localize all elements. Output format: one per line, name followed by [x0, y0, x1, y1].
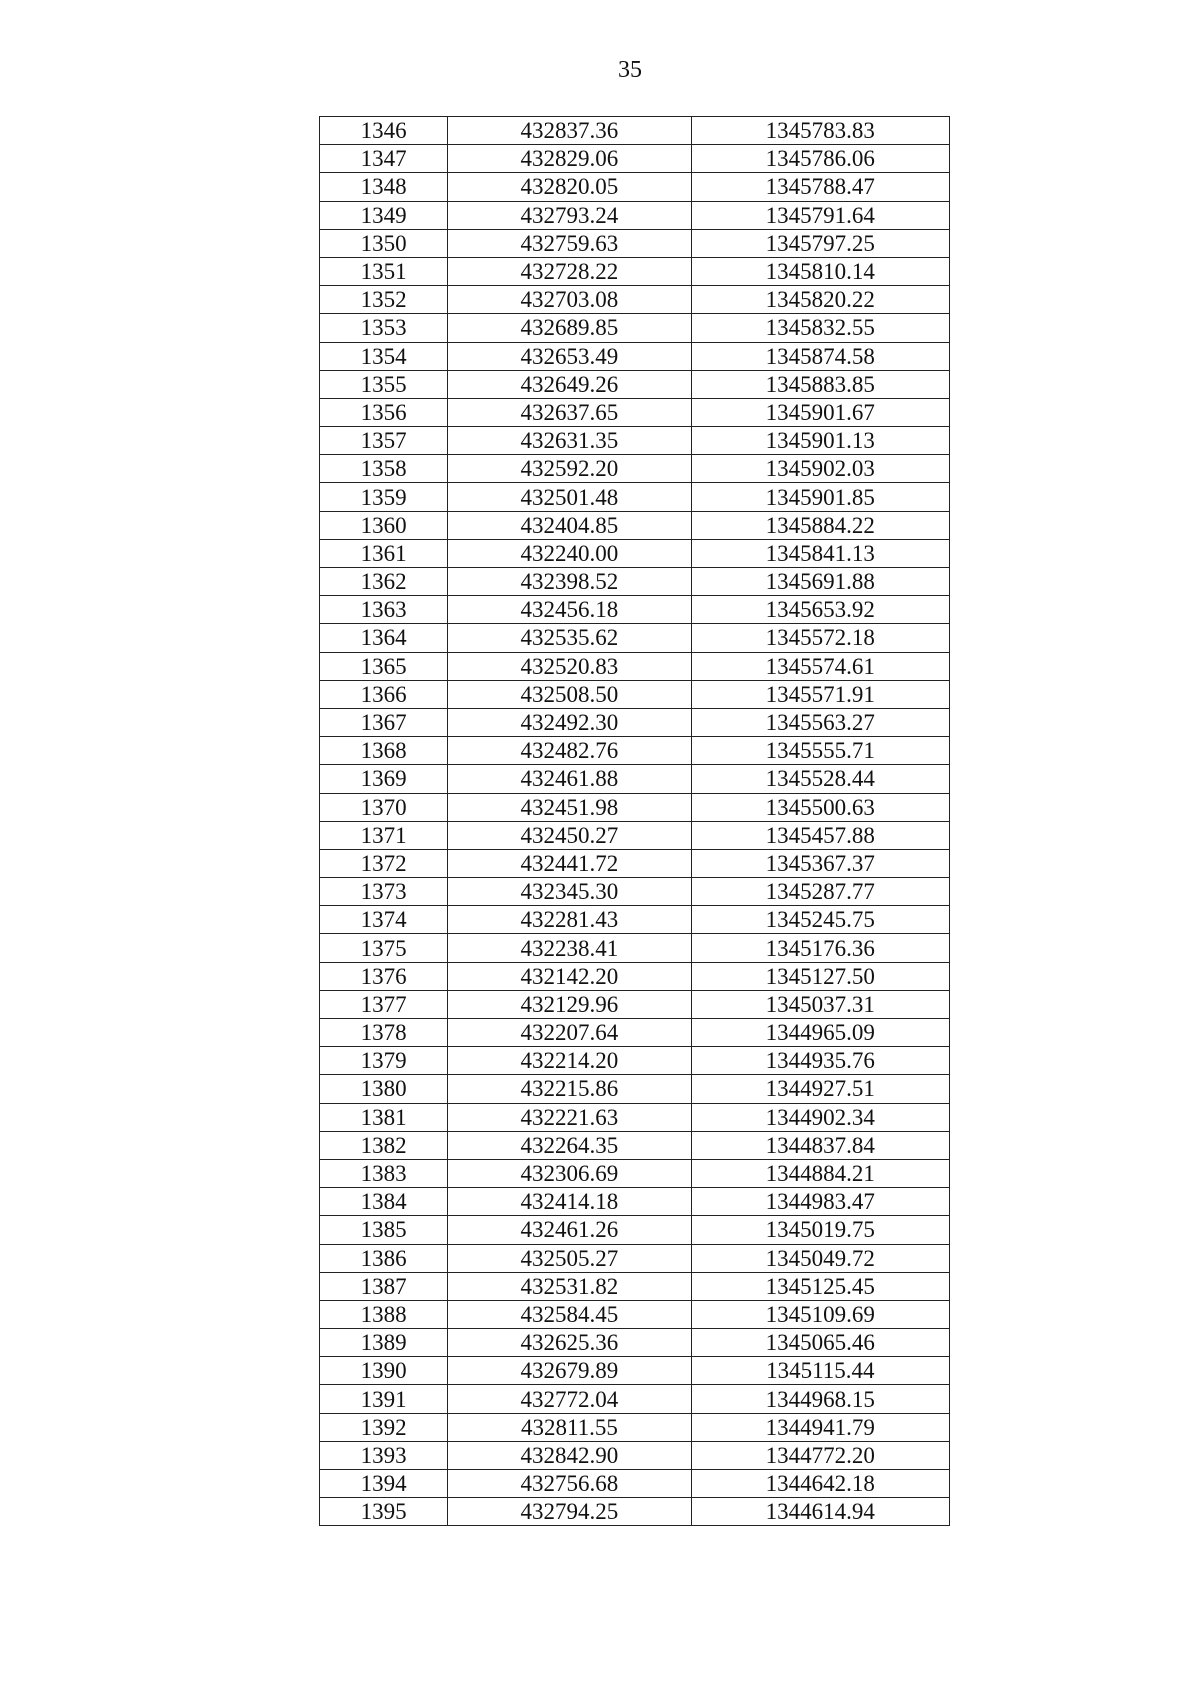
y-coordinate-cell: 1345115.44: [691, 1357, 949, 1385]
x-coordinate-cell: 432679.89: [448, 1357, 691, 1385]
point-number-cell: 1382: [320, 1131, 448, 1159]
y-coordinate-cell: 1345902.03: [691, 455, 949, 483]
point-number-cell: 1371: [320, 821, 448, 849]
point-number-cell: 1346: [320, 117, 448, 145]
point-number-cell: 1364: [320, 624, 448, 652]
x-coordinate-cell: 432794.25: [448, 1498, 691, 1526]
table-row: [320, 1131, 950, 1159]
point-number-cell: 1359: [320, 483, 448, 511]
y-coordinate-cell: 1345874.58: [691, 342, 949, 370]
y-coordinate-cell: 1345457.88: [691, 821, 949, 849]
table-row: [320, 229, 950, 257]
x-coordinate-cell: 432306.69: [448, 1159, 691, 1187]
y-coordinate-cell: 1344983.47: [691, 1188, 949, 1216]
y-coordinate-cell: 1345901.13: [691, 427, 949, 455]
point-number-cell: 1349: [320, 201, 448, 229]
y-coordinate-cell: 1345884.22: [691, 511, 949, 539]
table-row: [320, 1075, 950, 1103]
point-number-cell: 1368: [320, 737, 448, 765]
table-row: [320, 849, 950, 877]
x-coordinate-cell: 432756.68: [448, 1470, 691, 1498]
point-number-cell: 1370: [320, 793, 448, 821]
y-coordinate-cell: 1345049.72: [691, 1244, 949, 1272]
point-number-cell: 1395: [320, 1498, 448, 1526]
x-coordinate-cell: 432142.20: [448, 962, 691, 990]
x-coordinate-cell: 432207.64: [448, 1019, 691, 1047]
coordinates-table-body: [320, 117, 950, 1526]
table-row: [320, 427, 950, 455]
x-coordinate-cell: 432520.83: [448, 652, 691, 680]
y-coordinate-cell: 1345245.75: [691, 906, 949, 934]
y-coordinate-cell: 1344927.51: [691, 1075, 949, 1103]
y-coordinate-cell: 1345797.25: [691, 229, 949, 257]
point-number-cell: 1356: [320, 398, 448, 426]
table-row: [320, 1047, 950, 1075]
x-coordinate-cell: 432240.00: [448, 539, 691, 567]
table-row: [320, 1329, 950, 1357]
x-coordinate-cell: 432631.35: [448, 427, 691, 455]
y-coordinate-cell: 1345109.69: [691, 1300, 949, 1328]
y-coordinate-cell: 1345783.83: [691, 117, 949, 145]
x-coordinate-cell: 432653.49: [448, 342, 691, 370]
y-coordinate-cell: 1345037.31: [691, 990, 949, 1018]
x-coordinate-cell: 432398.52: [448, 568, 691, 596]
x-coordinate-cell: 432592.20: [448, 455, 691, 483]
table-row: [320, 511, 950, 539]
table-row: [320, 1159, 950, 1187]
point-number-cell: 1374: [320, 906, 448, 934]
table-row: [320, 257, 950, 285]
y-coordinate-cell: 1345791.64: [691, 201, 949, 229]
x-coordinate-cell: 432535.62: [448, 624, 691, 652]
point-number-cell: 1389: [320, 1329, 448, 1357]
table-row: [320, 117, 950, 145]
x-coordinate-cell: 432531.82: [448, 1272, 691, 1300]
table-row: [320, 765, 950, 793]
point-number-cell: 1353: [320, 314, 448, 342]
x-coordinate-cell: 432214.20: [448, 1047, 691, 1075]
y-coordinate-cell: 1345563.27: [691, 708, 949, 736]
table-row: [320, 1441, 950, 1469]
y-coordinate-cell: 1345883.85: [691, 370, 949, 398]
point-number-cell: 1348: [320, 173, 448, 201]
table-row: [320, 455, 950, 483]
table-row: [320, 539, 950, 567]
table-row: [320, 1470, 950, 1498]
table-row: [320, 342, 950, 370]
x-coordinate-cell: 432811.55: [448, 1413, 691, 1441]
point-number-cell: 1375: [320, 934, 448, 962]
y-coordinate-cell: 1345901.85: [691, 483, 949, 511]
point-number-cell: 1390: [320, 1357, 448, 1385]
x-coordinate-cell: 432461.88: [448, 765, 691, 793]
point-number-cell: 1377: [320, 990, 448, 1018]
y-coordinate-cell: 1344614.94: [691, 1498, 949, 1526]
table-row: [320, 821, 950, 849]
point-number-cell: 1352: [320, 286, 448, 314]
table-row: [320, 1216, 950, 1244]
x-coordinate-cell: 432451.98: [448, 793, 691, 821]
table-row: [320, 990, 950, 1018]
point-number-cell: 1366: [320, 680, 448, 708]
point-number-cell: 1384: [320, 1188, 448, 1216]
x-coordinate-cell: 432649.26: [448, 370, 691, 398]
point-number-cell: 1379: [320, 1047, 448, 1075]
table-row: [320, 1188, 950, 1216]
table-row: [320, 680, 950, 708]
x-coordinate-cell: 432772.04: [448, 1385, 691, 1413]
x-coordinate-cell: 432703.08: [448, 286, 691, 314]
y-coordinate-cell: 1345367.37: [691, 849, 949, 877]
x-coordinate-cell: 432492.30: [448, 708, 691, 736]
table-row: [320, 398, 950, 426]
table-row: [320, 652, 950, 680]
y-coordinate-cell: 1345841.13: [691, 539, 949, 567]
table-row: [320, 1498, 950, 1526]
point-number-cell: 1354: [320, 342, 448, 370]
y-coordinate-cell: 1345572.18: [691, 624, 949, 652]
y-coordinate-cell: 1344902.34: [691, 1103, 949, 1131]
y-coordinate-cell: 1345019.75: [691, 1216, 949, 1244]
x-coordinate-cell: 432728.22: [448, 257, 691, 285]
x-coordinate-cell: 432637.65: [448, 398, 691, 426]
point-number-cell: 1392: [320, 1413, 448, 1441]
y-coordinate-cell: 1344772.20: [691, 1441, 949, 1469]
y-coordinate-cell: 1344968.15: [691, 1385, 949, 1413]
table-row: [320, 1385, 950, 1413]
y-coordinate-cell: 1345786.06: [691, 145, 949, 173]
point-number-cell: 1347: [320, 145, 448, 173]
x-coordinate-cell: 432793.24: [448, 201, 691, 229]
table-row: [320, 1413, 950, 1441]
point-number-cell: 1358: [320, 455, 448, 483]
y-coordinate-cell: 1345901.67: [691, 398, 949, 426]
x-coordinate-cell: 432461.26: [448, 1216, 691, 1244]
coordinates-table: [319, 116, 950, 1526]
y-coordinate-cell: 1345571.91: [691, 680, 949, 708]
point-number-cell: 1383: [320, 1159, 448, 1187]
point-number-cell: 1380: [320, 1075, 448, 1103]
y-coordinate-cell: 1345810.14: [691, 257, 949, 285]
y-coordinate-cell: 1345832.55: [691, 314, 949, 342]
table-row: [320, 1300, 950, 1328]
x-coordinate-cell: 432281.43: [448, 906, 691, 934]
y-coordinate-cell: 1345555.71: [691, 737, 949, 765]
point-number-cell: 1394: [320, 1470, 448, 1498]
point-number-cell: 1373: [320, 878, 448, 906]
table-row: [320, 878, 950, 906]
x-coordinate-cell: 432414.18: [448, 1188, 691, 1216]
x-coordinate-cell: 432129.96: [448, 990, 691, 1018]
table-row: [320, 286, 950, 314]
y-coordinate-cell: 1345528.44: [691, 765, 949, 793]
point-number-cell: 1378: [320, 1019, 448, 1047]
x-coordinate-cell: 432404.85: [448, 511, 691, 539]
y-coordinate-cell: 1345691.88: [691, 568, 949, 596]
table-row: [320, 708, 950, 736]
x-coordinate-cell: 432842.90: [448, 1441, 691, 1469]
page-number: 35: [618, 57, 642, 83]
table-row: [320, 906, 950, 934]
x-coordinate-cell: 432441.72: [448, 849, 691, 877]
table-row: [320, 934, 950, 962]
point-number-cell: 1367: [320, 708, 448, 736]
point-number-cell: 1351: [320, 257, 448, 285]
x-coordinate-cell: 432456.18: [448, 596, 691, 624]
point-number-cell: 1361: [320, 539, 448, 567]
table-row: [320, 624, 950, 652]
point-number-cell: 1387: [320, 1272, 448, 1300]
y-coordinate-cell: 1345574.61: [691, 652, 949, 680]
point-number-cell: 1393: [320, 1441, 448, 1469]
point-number-cell: 1350: [320, 229, 448, 257]
y-coordinate-cell: 1345125.45: [691, 1272, 949, 1300]
point-number-cell: 1360: [320, 511, 448, 539]
y-coordinate-cell: 1344837.84: [691, 1131, 949, 1159]
x-coordinate-cell: 432505.27: [448, 1244, 691, 1272]
table-row: [320, 737, 950, 765]
x-coordinate-cell: 432345.30: [448, 878, 691, 906]
table-row: [320, 1103, 950, 1131]
y-coordinate-cell: 1344935.76: [691, 1047, 949, 1075]
y-coordinate-cell: 1344965.09: [691, 1019, 949, 1047]
x-coordinate-cell: 432837.36: [448, 117, 691, 145]
point-number-cell: 1369: [320, 765, 448, 793]
x-coordinate-cell: 432450.27: [448, 821, 691, 849]
point-number-cell: 1391: [320, 1385, 448, 1413]
y-coordinate-cell: 1345287.77: [691, 878, 949, 906]
point-number-cell: 1376: [320, 962, 448, 990]
y-coordinate-cell: 1345127.50: [691, 962, 949, 990]
table-row: [320, 370, 950, 398]
y-coordinate-cell: 1345065.46: [691, 1329, 949, 1357]
x-coordinate-cell: 432759.63: [448, 229, 691, 257]
x-coordinate-cell: 432689.85: [448, 314, 691, 342]
y-coordinate-cell: 1345176.36: [691, 934, 949, 962]
y-coordinate-cell: 1344941.79: [691, 1413, 949, 1441]
point-number-cell: 1388: [320, 1300, 448, 1328]
x-coordinate-cell: 432501.48: [448, 483, 691, 511]
table-row: [320, 1244, 950, 1272]
table-row: [320, 1272, 950, 1300]
table-row: [320, 596, 950, 624]
point-number-cell: 1385: [320, 1216, 448, 1244]
table-row: [320, 173, 950, 201]
y-coordinate-cell: 1345653.92: [691, 596, 949, 624]
x-coordinate-cell: 432482.76: [448, 737, 691, 765]
x-coordinate-cell: 432215.86: [448, 1075, 691, 1103]
point-number-cell: 1357: [320, 427, 448, 455]
table-row: [320, 483, 950, 511]
point-number-cell: 1362: [320, 568, 448, 596]
table-row: [320, 568, 950, 596]
x-coordinate-cell: 432820.05: [448, 173, 691, 201]
y-coordinate-cell: 1345788.47: [691, 173, 949, 201]
table-row: [320, 793, 950, 821]
y-coordinate-cell: 1345820.22: [691, 286, 949, 314]
table-row: [320, 1357, 950, 1385]
y-coordinate-cell: 1344884.21: [691, 1159, 949, 1187]
point-number-cell: 1372: [320, 849, 448, 877]
x-coordinate-cell: 432238.41: [448, 934, 691, 962]
x-coordinate-cell: 432508.50: [448, 680, 691, 708]
table-row: [320, 201, 950, 229]
table-row: [320, 962, 950, 990]
y-coordinate-cell: 1345500.63: [691, 793, 949, 821]
table-row: [320, 1019, 950, 1047]
point-number-cell: 1365: [320, 652, 448, 680]
table-row: [320, 314, 950, 342]
x-coordinate-cell: 432829.06: [448, 145, 691, 173]
x-coordinate-cell: 432625.36: [448, 1329, 691, 1357]
x-coordinate-cell: 432264.35: [448, 1131, 691, 1159]
x-coordinate-cell: 432221.63: [448, 1103, 691, 1131]
y-coordinate-cell: 1344642.18: [691, 1470, 949, 1498]
table-row: [320, 145, 950, 173]
point-number-cell: 1355: [320, 370, 448, 398]
point-number-cell: 1381: [320, 1103, 448, 1131]
point-number-cell: 1386: [320, 1244, 448, 1272]
x-coordinate-cell: 432584.45: [448, 1300, 691, 1328]
point-number-cell: 1363: [320, 596, 448, 624]
